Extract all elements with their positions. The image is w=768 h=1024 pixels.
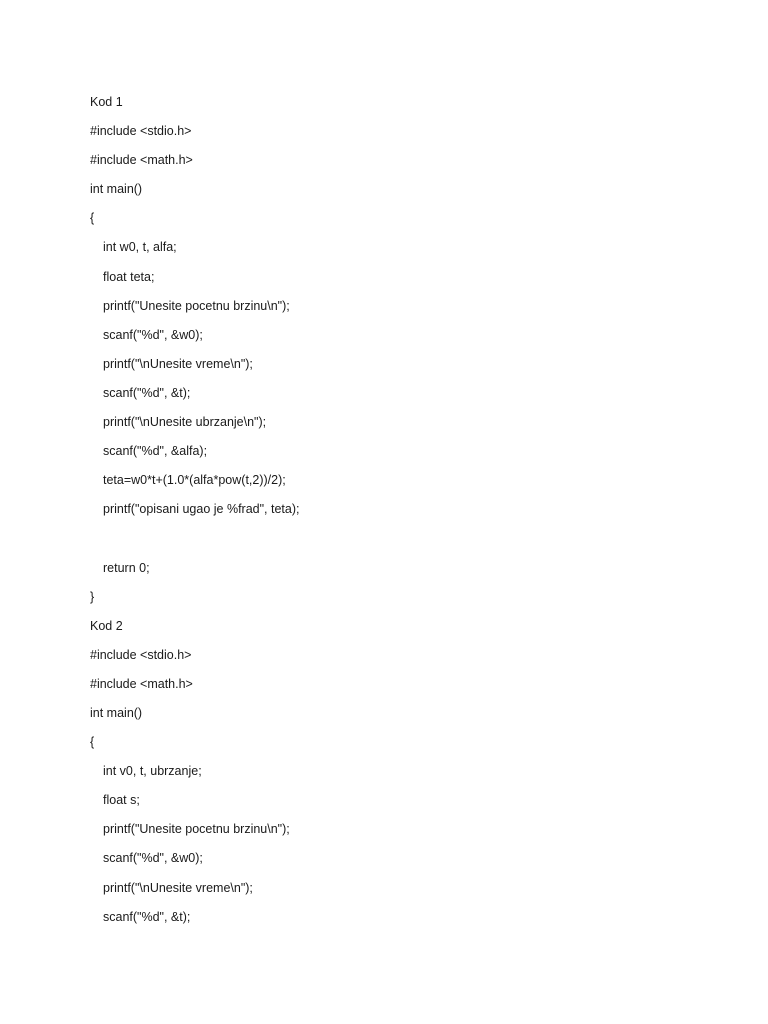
code-line: int main() [90,705,143,720]
code-line: #include <stdio.h> [90,124,192,139]
code-line: scanf("%d", &w0); [103,851,203,866]
code-line: printf("Unesite pocetnu brzinu\n"); [103,822,290,837]
code-line: scanf("%d", &w0); [103,327,203,342]
code-line: Kod 1 [90,95,123,109]
code-line: } [90,589,95,604]
code-line: { [90,735,95,750]
code-line: scanf("%d", &t); [103,909,191,924]
document-body [90,88,690,932]
blank-line [90,524,690,553]
code-line: printf("opisani ugao je %frad", teta); [103,502,300,517]
code-line: Kod 2 [90,618,123,633]
code-line: { [90,211,95,226]
code-line: printf("\nUnesite vreme\n"); [103,880,253,895]
code-line: printf("Unesite pocetnu brzinu\n"); [103,298,290,313]
code-line: printf("\nUnesite vreme\n"); [103,356,253,371]
code-line: return 0; [103,560,150,575]
code-line: #include <math.h> [90,676,193,691]
code-line: printf("\nUnesite ubrzanje\n"); [103,415,267,430]
code-line: teta=w0*t+(1.0*(alfa*pow(t,2))/2); [103,473,286,488]
code-line: scanf("%d", &alfa); [103,444,208,459]
code-line: float teta; [103,269,155,284]
code-line: int main() [90,182,143,197]
code-line: #include <stdio.h> [90,647,192,662]
code-line: scanf("%d", &t); [103,385,191,400]
code-line: float s; [103,793,140,808]
code-line: int v0, t, ubrzanje; [103,764,202,779]
code-line: #include <math.h> [90,153,193,168]
code-line: int w0, t, alfa; [103,240,177,255]
